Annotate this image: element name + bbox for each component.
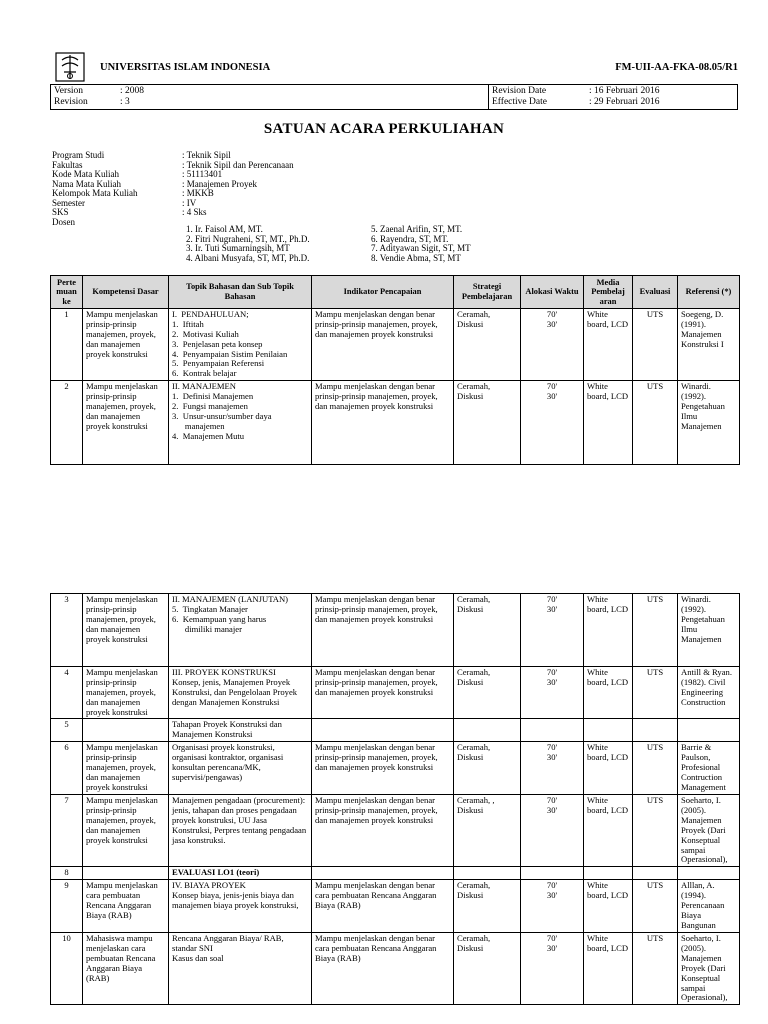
topik-line: 4. Manajemen Mutu bbox=[172, 430, 245, 441]
topik-line: 5. Tingkatan Manajer bbox=[172, 603, 248, 614]
cell-indikator: Mampu menjelaskan dengan benar prinsip-prinsip manajemen, proyek, dan manajemen proyek konstruksi bbox=[312, 795, 454, 867]
info-row bbox=[52, 188, 512, 198]
alokasi-value: 30' bbox=[546, 805, 558, 816]
cell-alokasi bbox=[521, 309, 584, 381]
cell-media bbox=[584, 867, 633, 880]
cell-evaluasi: UTS bbox=[633, 309, 678, 381]
table-row bbox=[51, 719, 740, 742]
cell-evaluasi: UTS bbox=[633, 667, 678, 719]
cell-kompetensi: Mampu menjelaskan prinsip-prinsip manajemen, proyek, dan manajemen proyek konstruksi bbox=[83, 381, 169, 465]
cell-evaluasi: UTS bbox=[633, 594, 678, 667]
cell-strategi: Ceramah, Diskusi bbox=[454, 381, 521, 465]
topik-line: Tahapan Proyek Konstruksi dan Manajemen Konstruksi bbox=[172, 719, 285, 740]
sap-table-page-2 bbox=[50, 593, 740, 1005]
cell-evaluasi: UTS bbox=[633, 795, 678, 867]
cell-topik bbox=[169, 933, 312, 1005]
lecturer-name: 6. Rayendra, ST, MT. bbox=[371, 233, 449, 244]
lecturer-row bbox=[186, 234, 506, 244]
version-label: Version bbox=[54, 86, 84, 96]
topik-line: II. MANAJEMEN (LANJUTAN) bbox=[172, 594, 289, 604]
lecturer-row bbox=[186, 253, 506, 263]
lecturer-name: 4. Albani Musyafa, ST, MT, Ph.D. bbox=[186, 252, 310, 263]
cell-topik bbox=[169, 742, 312, 795]
effective-date-label: Effective Date bbox=[492, 96, 547, 107]
cell-pertemuan: 9 bbox=[51, 880, 83, 933]
cell-indikator: Mampu menjelaskan dengan benar prinsip-prinsip manajemen, proyek, dan manajemen proyek konstruksi bbox=[312, 742, 454, 795]
cell-topik bbox=[169, 667, 312, 719]
alokasi-value: 30' bbox=[546, 890, 558, 901]
cell-referensi: Soeharto, I. (2005). Manajemen Proyek (Dari Konseptual sampai Operasional), bbox=[678, 795, 740, 867]
university-name: UNIVERSITAS ISLAM INDONESIA bbox=[100, 62, 271, 73]
page-title: SATUAN ACARA PERKULIAHAN bbox=[263, 121, 505, 137]
cell-pertemuan: 6 bbox=[51, 742, 83, 795]
col-kompetensi: Kompetensi Dasar bbox=[83, 276, 169, 309]
info-label: SKS bbox=[52, 207, 69, 217]
cell-alokasi bbox=[521, 880, 584, 933]
cell-media: White board, LCD bbox=[584, 667, 633, 719]
cell-referensi: Antill & Ryan. (1982). Civil Engineering Construction bbox=[678, 667, 740, 719]
info-row bbox=[52, 160, 512, 170]
cell-alokasi bbox=[521, 742, 584, 795]
revision-date-label: Revision Date bbox=[492, 86, 547, 96]
cell-strategi bbox=[454, 719, 521, 742]
cell-kompetensi: Mampu menjelaskan prinsip-prinsip manajemen, proyek, dan manajemen proyek konstruksi bbox=[83, 742, 169, 795]
cell-evaluasi: UTS bbox=[633, 880, 678, 933]
cell-kompetensi bbox=[83, 867, 169, 880]
cell-kompetensi: Mampu menjelaskan prinsip-prinsip manajemen, proyek, dan manajemen proyek konstruksi bbox=[83, 667, 169, 719]
table-row bbox=[51, 667, 740, 719]
cell-alokasi bbox=[521, 795, 584, 867]
info-value: : 4 Sks bbox=[182, 207, 207, 217]
sap-table-page-1 bbox=[50, 275, 740, 465]
lecturer-name: 8. Vendie Abma, ST, MT bbox=[371, 252, 461, 263]
topik-line: dimiliki manajer bbox=[172, 623, 242, 634]
col-alokasi: Alokasi Waktu bbox=[521, 276, 584, 309]
cell-strategi: Ceramah, Diskusi bbox=[454, 667, 521, 719]
alokasi-value: 70' bbox=[546, 667, 558, 677]
topik-line: Manajemen pengadaan (procurement): jenis, tahapan dan proses pengadaan proyek konstruksi, UU Jasa Konstruksi, Perpres tentang pengadaan jasa konstruksi. bbox=[172, 795, 309, 845]
cell-indikator: Mampu menjelaskan dengan benar cara pembuatan Rencana Anggaran Biaya (RAB) bbox=[312, 933, 454, 1005]
topik-line: 4. Penyampaian Sistim Penilaian bbox=[172, 348, 288, 359]
cell-strategi: Ceramah, , Diskusi bbox=[454, 795, 521, 867]
cell-topik bbox=[169, 867, 312, 880]
info-value: : MKKB bbox=[182, 188, 214, 198]
lecturer-name: 2. Fitri Nugraheni, ST, MT., Ph.D. bbox=[186, 233, 310, 244]
cell-alokasi bbox=[521, 719, 584, 742]
topik-line: III. PROYEK KONSTRUKSI bbox=[172, 667, 276, 677]
topik-line: 6. Kemampuan yang harus bbox=[172, 613, 267, 624]
table-row bbox=[51, 880, 740, 933]
cell-media bbox=[584, 719, 633, 742]
cell-kompetensi: Mampu menjelaskan prinsip-prinsip manajemen, proyek, dan manajemen proyek konstruksi bbox=[83, 594, 169, 667]
table-row bbox=[51, 933, 740, 1005]
info-label: Nama Mata Kuliah bbox=[52, 178, 121, 189]
document-header bbox=[52, 50, 738, 84]
cell-referensi: Winardi. (1992). Pengetahuan Ilmu Manajemen bbox=[678, 594, 740, 667]
table-row bbox=[51, 795, 740, 867]
cell-topik bbox=[169, 309, 312, 381]
topik-line: manajemen bbox=[172, 420, 225, 431]
cell-referensi: Winardi. (1992). Pengetahuan Ilmu Manajemen bbox=[678, 381, 740, 465]
topik-line: 1. Definisi Manajemen bbox=[172, 391, 254, 401]
cell-pertemuan: 4 bbox=[51, 667, 83, 719]
alokasi-value: 30' bbox=[546, 391, 558, 402]
topik-line: Konsep biaya, jenis-jenis biaya dan manajemen biaya proyek konstruksi, bbox=[172, 890, 299, 910]
cell-evaluasi bbox=[633, 719, 678, 742]
col-strategi: Strategi Pembelajaran bbox=[454, 276, 521, 309]
cell-referensi bbox=[678, 867, 740, 880]
info-label: Program Studi bbox=[52, 150, 105, 160]
cell-strategi bbox=[454, 867, 521, 880]
cell-referensi bbox=[678, 719, 740, 742]
cell-alokasi bbox=[521, 381, 584, 465]
cell-media: White board, LCD bbox=[584, 594, 633, 667]
topik-line: Konsep, jenis, Manajemen Proyek Konstruksi, dan Pengelolaan Proyek dengan Manajemen Konstruksi bbox=[172, 676, 300, 707]
info-label: Kelompok Mata Kuliah bbox=[52, 188, 138, 198]
cell-media: White board, LCD bbox=[584, 742, 633, 795]
cell-media: White board, LCD bbox=[584, 381, 633, 465]
table-row bbox=[51, 867, 740, 880]
cell-pertemuan: 10 bbox=[51, 933, 83, 1005]
effective-date-value: : 29 Februari 2016 bbox=[589, 96, 660, 107]
topik-line: 3. Penjelasan peta konsep bbox=[172, 338, 263, 349]
cell-kompetensi: Mampu menjelaskan prinsip-prinsip manajemen, proyek, dan manajemen proyek konstruksi bbox=[83, 795, 169, 867]
alokasi-value: 70' bbox=[546, 795, 558, 806]
cell-kompetensi bbox=[83, 719, 169, 742]
col-media: Media Pembelaj aran bbox=[584, 276, 633, 309]
alokasi-value: 70' bbox=[546, 933, 558, 944]
topik-line: 2. Motivasi Kuliah bbox=[172, 328, 239, 339]
col-topik: Topik Bahasan dan Sub Topik Bahasan bbox=[169, 276, 312, 309]
cell-kompetensi: Mampu menjelaskan cara pembuatan Rencana Anggaran Biaya (RAB) bbox=[83, 880, 169, 933]
cell-kompetensi: Mahasiswa mampu menjelaskan cara pembuatan Rencana Anggaran Biaya (RAB) bbox=[83, 933, 169, 1005]
alokasi-value: 30' bbox=[546, 943, 558, 954]
col-pertemuan: Perte muan ke bbox=[51, 276, 83, 309]
cell-evaluasi bbox=[633, 867, 678, 880]
cell-alokasi bbox=[521, 933, 584, 1005]
cell-topik bbox=[169, 594, 312, 667]
lecturer-row bbox=[186, 243, 506, 253]
cell-referensi: Soegeng, D. (1991). Manajemen Konstruksi I bbox=[678, 309, 740, 381]
col-referensi: Referensi (*) bbox=[678, 276, 740, 309]
cell-topik bbox=[169, 880, 312, 933]
topik-line: 1. Iftitah bbox=[172, 318, 204, 329]
lecturer-name: 3. Ir. Tuti Sumarningsih, MT bbox=[186, 243, 290, 253]
cell-indikator: Mampu menjelaskan dengan benar prinsip-prinsip manajemen, proyek, dan manajemen proyek konstruksi bbox=[312, 381, 454, 465]
cell-evaluasi: UTS bbox=[633, 381, 678, 465]
info-row bbox=[52, 207, 512, 217]
info-value: : 51113401 bbox=[182, 169, 223, 179]
cell-referensi: Alllan, A. (1994). Perencanaan Biaya Bangunan bbox=[678, 880, 740, 933]
cell-evaluasi: UTS bbox=[633, 742, 678, 795]
info-label: Kode Mata Kuliah bbox=[52, 169, 119, 179]
info-label: Dosen bbox=[52, 216, 75, 227]
topik-line: II. MANAJEMEN bbox=[172, 381, 236, 392]
topik-line: 3. Unsur-unsur/sumber daya bbox=[172, 410, 272, 421]
info-label: Fakultas bbox=[52, 159, 83, 170]
version-value: : 2008 bbox=[120, 86, 145, 96]
cell-indikator bbox=[312, 867, 454, 880]
info-row bbox=[52, 169, 512, 179]
alokasi-value: 70' bbox=[546, 381, 558, 392]
info-label: Semester bbox=[52, 197, 85, 208]
lecturer-row bbox=[186, 224, 506, 234]
info-row bbox=[52, 179, 512, 189]
version-table bbox=[50, 84, 738, 110]
cell-referensi: Soeharto, I. (2005). Manajemen Proyek (Dari Konseptual sampai Operasional), bbox=[678, 933, 740, 1005]
table-row bbox=[51, 381, 740, 465]
topik-line: EVALUASI LO1 (teori) bbox=[172, 867, 260, 878]
topik-line: IV. BIAYA PROYEK bbox=[172, 880, 246, 891]
cell-strategi: Ceramah, Diskusi bbox=[454, 742, 521, 795]
info-row bbox=[52, 198, 512, 208]
revision-date-value: : 16 Februari 2016 bbox=[589, 86, 660, 96]
cell-evaluasi: UTS bbox=[633, 933, 678, 1005]
alokasi-value: 70' bbox=[546, 309, 558, 319]
cell-alokasi bbox=[521, 594, 584, 667]
cell-pertemuan: 7 bbox=[51, 795, 83, 867]
topik-line: I. PENDAHULUAN; bbox=[172, 309, 249, 319]
info-value: : Manajemen Proyek bbox=[182, 178, 257, 189]
revision-label: Revision bbox=[54, 96, 88, 107]
info-value: : Teknik Sipil bbox=[182, 150, 231, 160]
cell-indikator: Mampu menjelaskan dengan benar prinsip-prinsip manajemen, proyek, dan manajemen proyek konstruksi bbox=[312, 309, 454, 381]
topik-line: Kasus dan soal bbox=[172, 952, 224, 963]
alokasi-value: 30' bbox=[546, 319, 558, 329]
cell-topik bbox=[169, 381, 312, 465]
alokasi-value: 70' bbox=[546, 742, 558, 753]
cell-kompetensi: Mampu menjelaskan prinsip-prinsip manajemen, proyek, dan manajemen proyek konstruksi bbox=[83, 309, 169, 381]
form-code: FM-UII-AA-FKA-08.05/R1 bbox=[615, 62, 738, 73]
lecturer-name: 5. Zaenal Arifin, ST, MT. bbox=[371, 224, 463, 234]
alokasi-value: 70' bbox=[546, 880, 558, 891]
col-evaluasi: Evaluasi bbox=[633, 276, 678, 309]
topik-line: Rencana Anggaran Biaya/ RAB, standar SNI bbox=[172, 933, 286, 953]
cell-indikator bbox=[312, 719, 454, 742]
university-logo-icon bbox=[52, 50, 88, 84]
topik-line: 2. Fungsi manajemen bbox=[172, 400, 248, 411]
topik-line: 6. Kontrak belajar bbox=[172, 368, 237, 379]
alokasi-value: 30' bbox=[546, 604, 558, 614]
alokasi-value: 30' bbox=[546, 752, 558, 763]
cell-pertemuan: 3 bbox=[51, 594, 83, 667]
table-row bbox=[51, 309, 740, 381]
table-row bbox=[51, 594, 740, 667]
lecturer-name: 7. Adityawan Sigit, ST, MT bbox=[371, 243, 471, 253]
cell-topik bbox=[169, 719, 312, 742]
alokasi-value: 70' bbox=[546, 594, 558, 604]
course-info bbox=[52, 150, 512, 226]
topik-line: Organisasi proyek konstruksi, organisasi kontraktor, organisasi konsultan perencana/MK, supervisi/pengawas) bbox=[172, 742, 286, 782]
table-row bbox=[51, 742, 740, 795]
lecturer-list bbox=[186, 224, 506, 262]
cell-indikator: Mampu menjelaskan dengan benar prinsip-prinsip manajemen, proyek, dan manajemen proyek konstruksi bbox=[312, 594, 454, 667]
col-indikator: Indikator Pencapaian bbox=[312, 276, 454, 309]
cell-topik bbox=[169, 795, 312, 867]
info-value: : Teknik Sipil dan Perencanaan bbox=[182, 159, 294, 170]
cell-pertemuan: 1 bbox=[51, 309, 83, 381]
alokasi-value: 30' bbox=[546, 677, 558, 687]
cell-strategi: Ceramah, Diskusi bbox=[454, 594, 521, 667]
cell-indikator: Mampu menjelaskan dengan benar cara pembuatan Rencana Anggaran Biaya (RAB) bbox=[312, 880, 454, 933]
cell-indikator: Mampu menjelaskan dengan benar prinsip-prinsip manajemen, proyek, dan manajemen proyek konstruksi bbox=[312, 667, 454, 719]
cell-referensi: Barrie & Paulson, Profesional Contruction Management bbox=[678, 742, 740, 795]
cell-media: White board, LCD bbox=[584, 795, 633, 867]
cell-alokasi bbox=[521, 667, 584, 719]
cell-strategi: Ceramah, Diskusi bbox=[454, 309, 521, 381]
cell-pertemuan: 2 bbox=[51, 381, 83, 465]
cell-media: White board, LCD bbox=[584, 933, 633, 1005]
topik-line: 5. Penyampaian Referensi bbox=[172, 358, 265, 369]
cell-pertemuan: 8 bbox=[51, 867, 83, 880]
cell-strategi: Ceramah, Diskusi bbox=[454, 933, 521, 1005]
info-row bbox=[52, 150, 512, 160]
cell-alokasi bbox=[521, 867, 584, 880]
cell-media: White board, LCD bbox=[584, 880, 633, 933]
cell-strategi: Ceramah, Diskusi bbox=[454, 880, 521, 933]
info-value: : IV bbox=[182, 197, 197, 208]
cell-media: White board, LCD bbox=[584, 309, 633, 381]
lecturer-name: 1. Ir. Faisol AM, MT. bbox=[186, 224, 263, 234]
revision-value: : 3 bbox=[120, 96, 130, 107]
cell-pertemuan: 5 bbox=[51, 719, 83, 742]
